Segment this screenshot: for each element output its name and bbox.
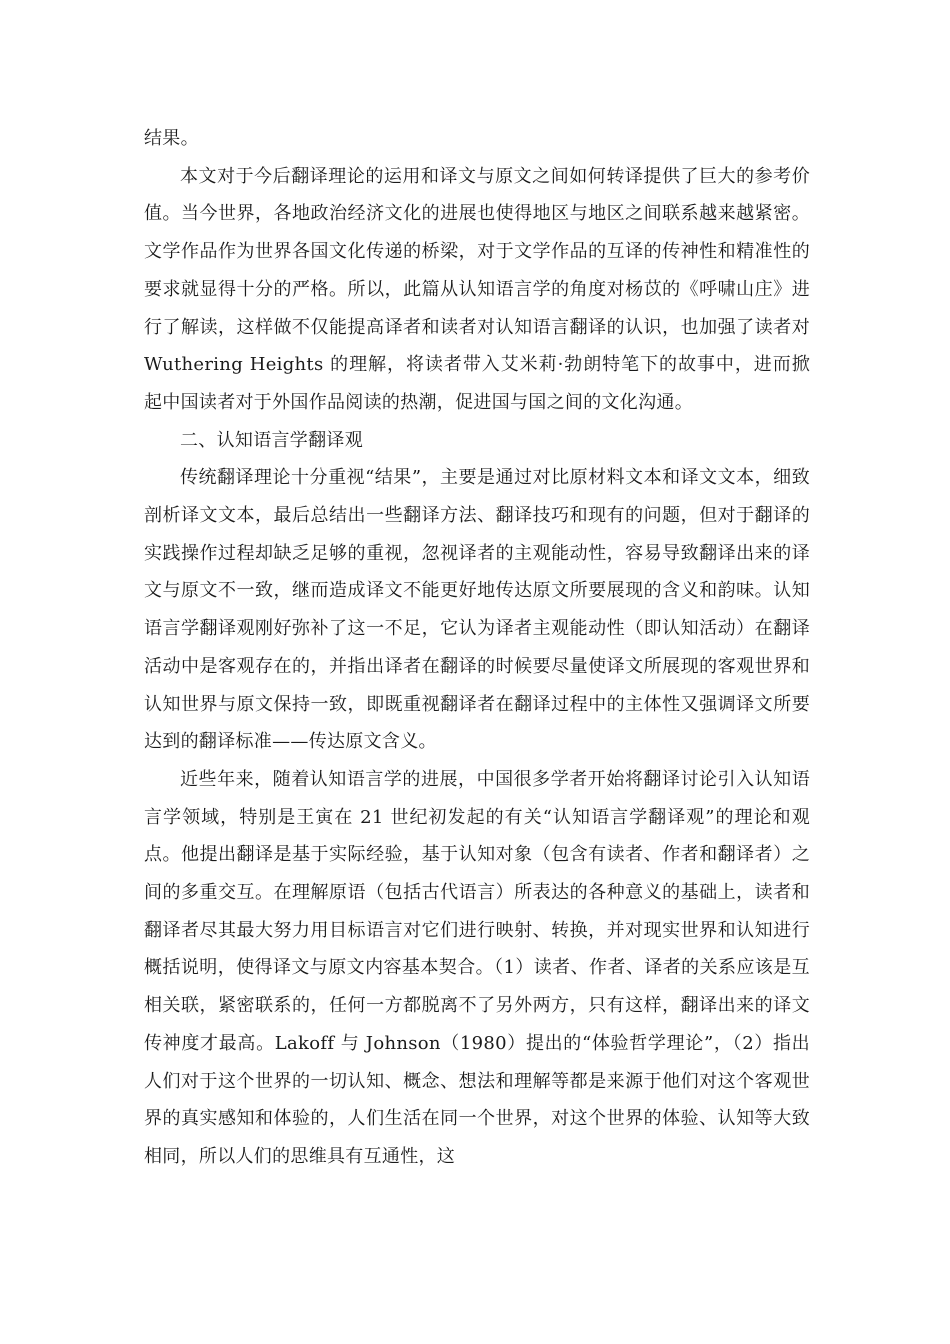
- section-heading: 二、认知语言学翻译观: [180, 429, 363, 451]
- paragraph-continuation: 结果。: [144, 128, 199, 149]
- paragraph-traditional-theory: 传统翻译理论十分重视“结果”，主要是通过对比原材料文本和译文文本，细致剖析译文文本，最后总结出一些翻译方法、翻译技巧和现有的问题，但对于翻译的实践操作过程却缺乏足够的重视，忽视译者的主观能动性，容易导致翻译出来的译文与原文不一致，继而造成译文不能更好地传达原文所要展现的含义和韵味。认知语言学翻译观刚好弥补了这一不足，它认为译者主观能动性（即认知活动）在翻译活动中是客观存在的，并指出译者在翻译的时候要尽量使译文所展现的客观世界和认知世界与原文保持一致，即既重视翻译者在翻译过程中的主体性又强调译文所要达到的翻译标准——传达原文含义。: [144, 467, 810, 753]
- paragraph-recent-years: 近些年来，随着认知语言学的进展，中国很多学者开始将翻译讨论引入认知语言学领域，特别是王寅在 21 世纪初发起的有关“认知语言学翻译观”的理论和观点。他提出翻译是基于实际经验，基于认知对象（包含有读者、作者和翻译者）之间的多重交互。在理解原语（包括古代语言）所表达的各种意义的基础上，读者和翻译者尽其最大努力用目标语言对它们进行映射、转换，并对现实世界和认知进行概括说明，使得译文与原文内容基本契合。（1）读者、作者、译者的关系应该是互相关联，紧密联系的，任何一方都脱离不了另外两方，只有这样，翻译出来的译文传神度才最高。Lakoff 与 Johnson（1980）提出的“体验哲学理论”，（2）指出人们对于这个世界的一切认知、概念、想法和理解等都是来源于他们对这个客观世界的真实感知和体验的，人们生活在同一个世界，对这个世界的体验、认知等大致相同，所以人们的思维具有互通性，这: [144, 768, 810, 1167]
- paragraph-reference-value: 本文对于今后翻译理论的运用和译文与原文之间如何转译提供了巨大的参考价值。当今世界，各地政治经济文化的进展也使得地区与地区之间联系越来越紧密。文学作品作为世界各国文化传递的桥梁，对于文学作品的互译的传神性和精准性的要求就显得十分的严格。所以，此篇从认知语言学的角度对杨苡的《呼啸山庄》进行了解读，这样做不仅能提高译者和读者对认知语言翻译的认识，也加强了读者对 Wuthering Heights 的理解，将读者带入艾米莉·勃朗特笔下的故事中，进而掀起中国读者对于外国作品阅读的热潮，促进国与国之间的文化沟通。: [144, 165, 810, 413]
- document-page: [144, 120, 810, 1176]
